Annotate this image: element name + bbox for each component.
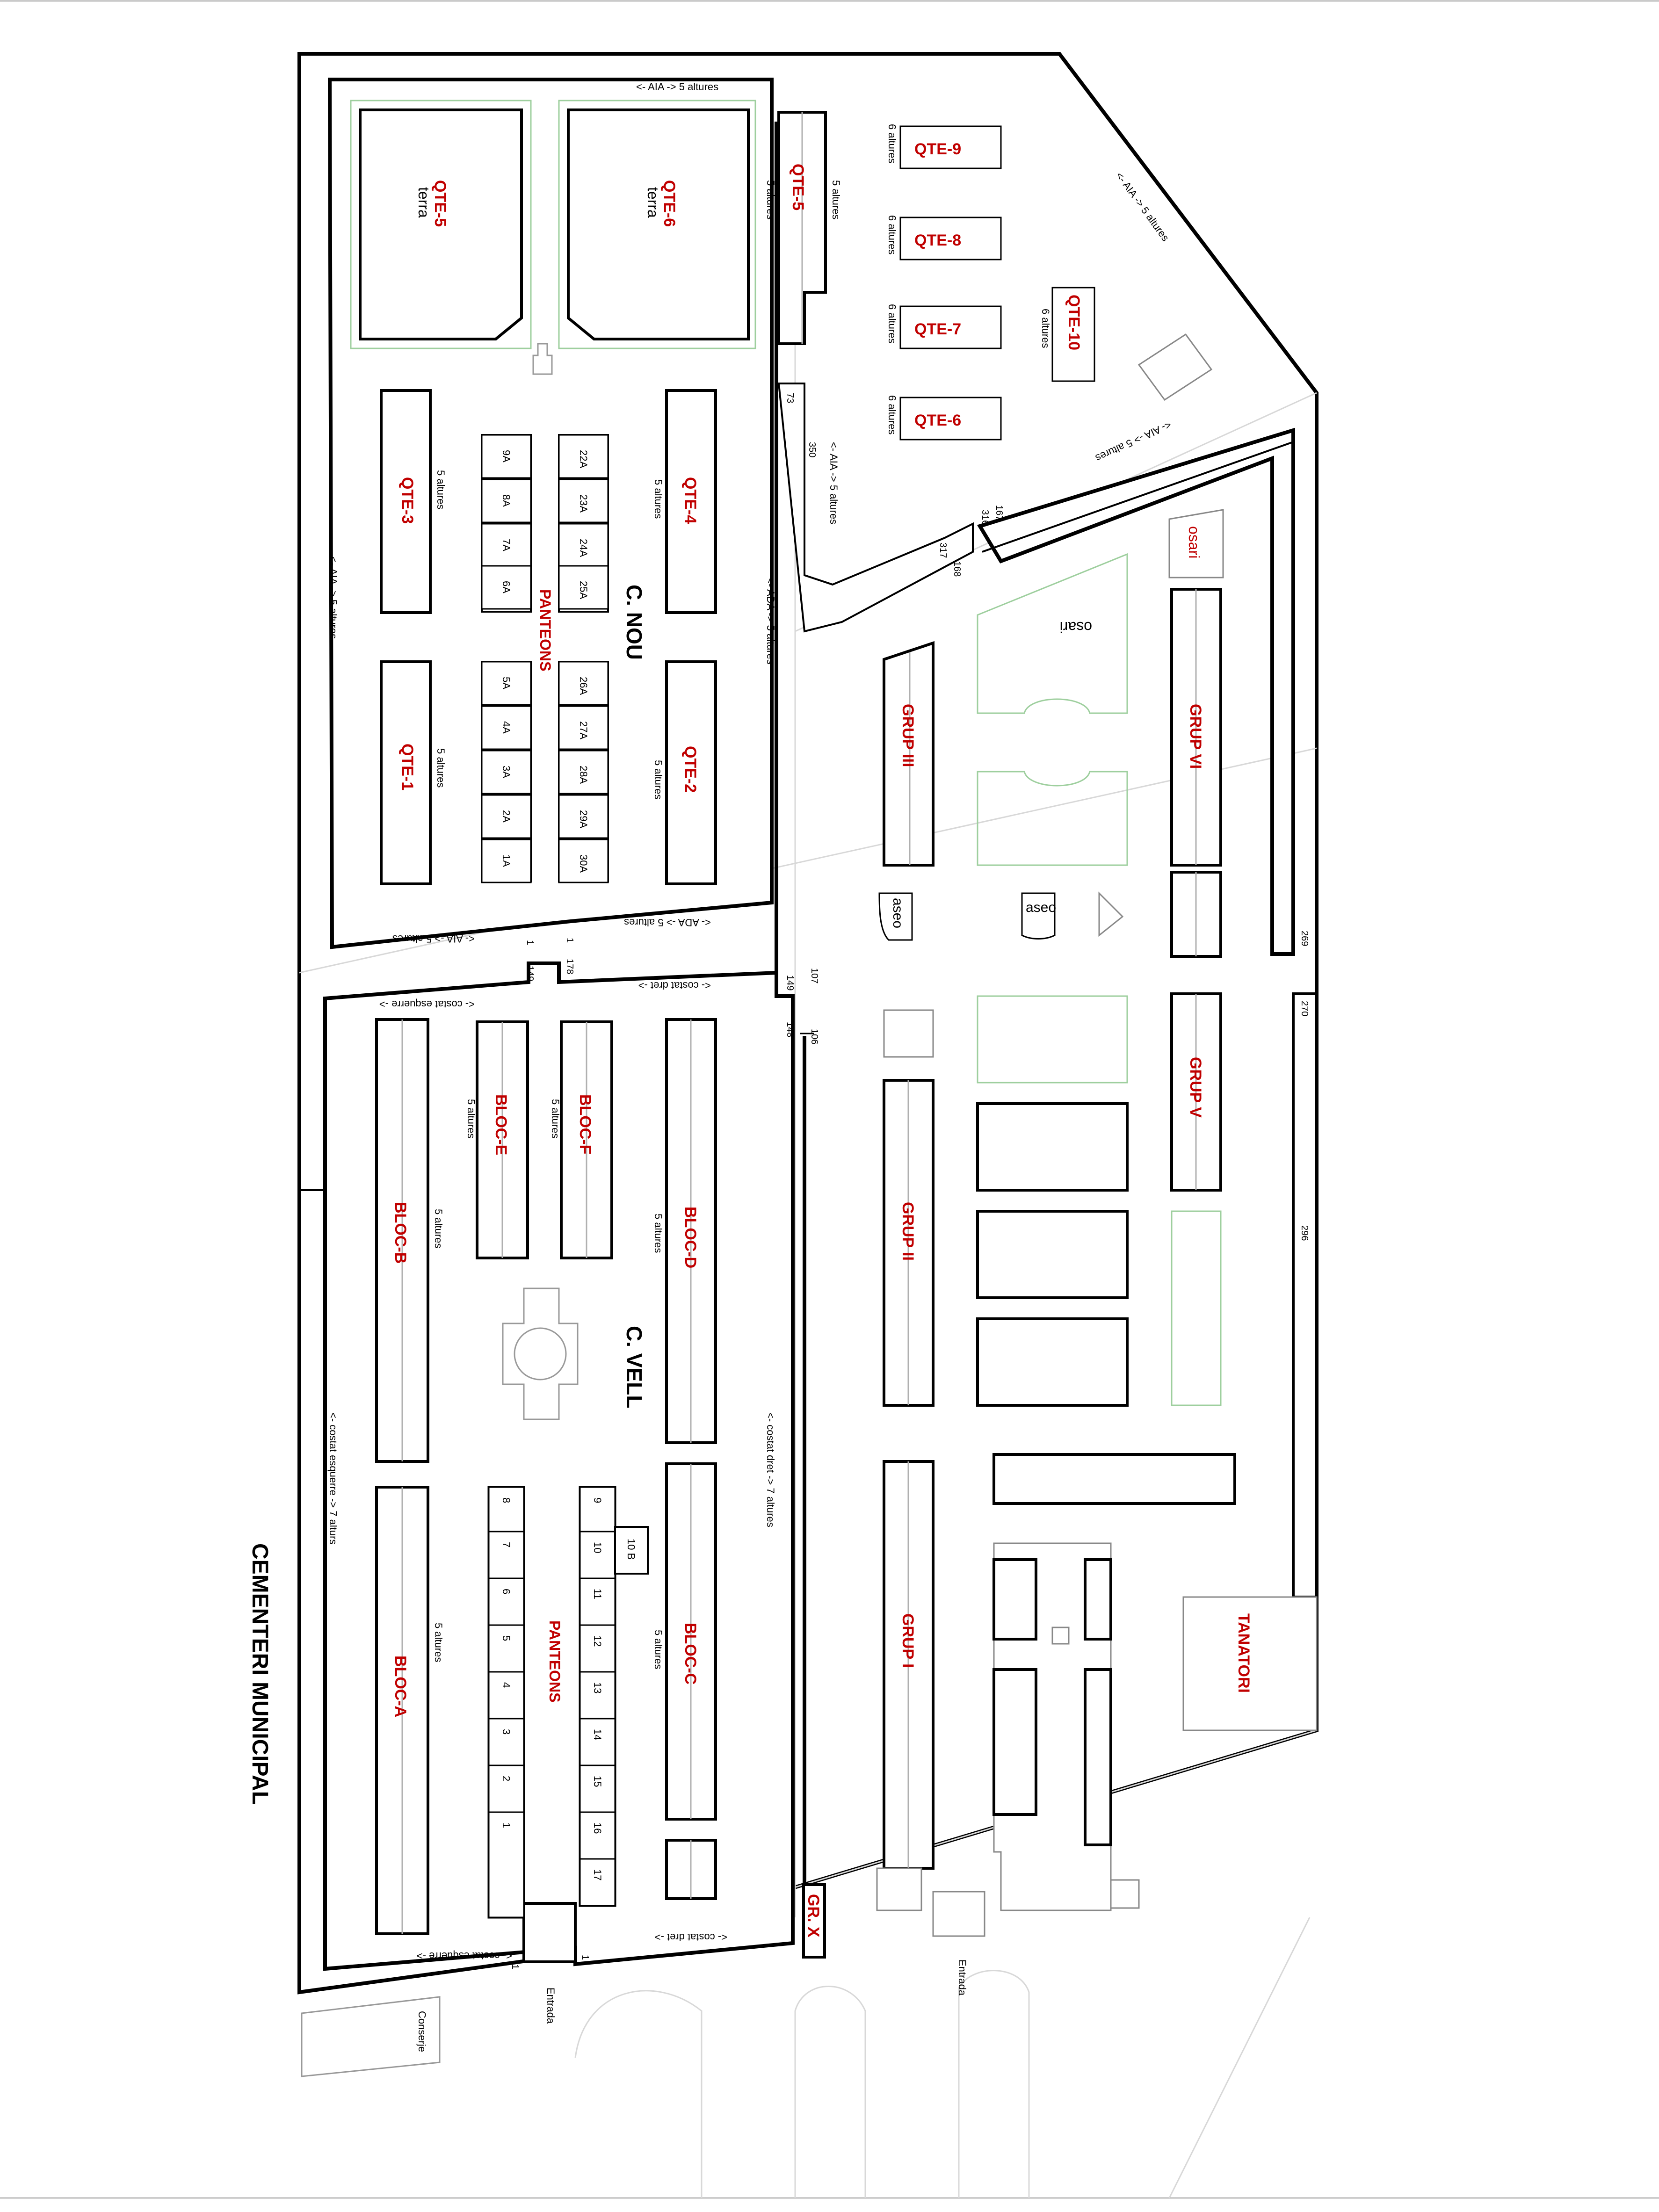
qte1-label: QTE-1 (398, 744, 416, 791)
num-106: 106 (809, 1029, 819, 1045)
qte7-label: QTE-7 (914, 320, 962, 338)
pantheon-cell-label: 4A (500, 721, 512, 734)
entrada-east-label: Entrada (956, 1959, 968, 1996)
aseo-label-left: aseo (890, 898, 906, 929)
qte4-label: QTE-4 (681, 477, 699, 524)
cnou-ada-label: <- ADA -> 5 altures (765, 578, 776, 665)
qte7-height: 6 altures (886, 304, 898, 344)
pantheon-cell (489, 1487, 524, 1532)
pantheon-cell-label: 2A (500, 810, 512, 823)
diag-aia-label-1: <- AIA -> 5 altures (1113, 170, 1172, 244)
qte5-label: QTE-5 (789, 164, 807, 211)
pantheon-cell (580, 1578, 615, 1625)
qte10-label: QTE-10 (1065, 295, 1083, 351)
qte6-label: QTE-6 (914, 412, 962, 429)
num-1-e: 1 (580, 1955, 590, 1960)
qte6-terra-label: QTE-6 (660, 180, 678, 227)
pantheon-cell-label: 26A (578, 677, 589, 695)
num-269: 269 (1299, 931, 1310, 947)
qte6-terra-block (568, 110, 748, 339)
aseo-label-right: aseo (1026, 900, 1057, 915)
pantheon-cell-label: 28A (578, 766, 589, 784)
qte6-height: 6 altures (886, 395, 898, 435)
num-148: 148 (785, 1022, 795, 1038)
entrada-main-label: Entrada (545, 1988, 557, 2024)
panteons-nou-label: PANTEONS (537, 589, 554, 672)
pantheon-cell-label: 3 (500, 1729, 512, 1735)
diag-aia-label-2: <- AIA -> 5 altures (1094, 419, 1174, 464)
qte3-aia-label: <- AIA -> 5 altures (327, 557, 339, 639)
left-esq-label: <- costat esquerre -> 7 alturs (327, 1412, 339, 1545)
blocC-height: 5 altures (652, 1630, 664, 1670)
cnou-label: C. NOU (622, 585, 646, 660)
pantheon-cell-label: 1A (500, 854, 512, 867)
num-317: 317 (938, 542, 948, 558)
pantheon-cell-label: 14 (592, 1729, 603, 1741)
right-dret-label: <- costat dret -> 7 altures (765, 1412, 776, 1527)
pantheon-cell-label: 25A (578, 581, 589, 600)
conserje-label: Conserje (416, 2011, 428, 2053)
qte8-height: 6 altures (886, 215, 898, 255)
pantheon-10b-label: 10 B (625, 1539, 637, 1560)
pantheon-cell (580, 1719, 615, 1765)
qte4-height: 5 altures (652, 479, 664, 519)
horizontal-block (994, 1454, 1235, 1504)
strip-aia-label: <- AIA -> 5 altures (828, 442, 840, 525)
num-73: 73 (785, 393, 795, 404)
num-1-d: 1 (510, 1964, 520, 1970)
top-dret-label: <- costat dret -> (638, 980, 711, 991)
pantheon-cell-label: 5A (500, 677, 512, 689)
pantheon-cell-label: 7A (500, 539, 512, 551)
grup2-label: GRUP II (899, 1202, 917, 1261)
qte6-terra-text: terra (645, 187, 661, 218)
pantheon-cell-label: 17 (592, 1869, 603, 1881)
cvell-label: C. VELL (622, 1326, 646, 1409)
osari-label-2: osari (1059, 619, 1092, 636)
qte3-label: QTE-3 (398, 477, 416, 524)
pantheon-cell-label: 5 (500, 1635, 512, 1641)
ne-strip-wall (980, 430, 1293, 954)
pantheon-cell-label: 29A (578, 810, 589, 829)
qte1-height: 5 altures (435, 748, 447, 788)
grx-label: GR. X (804, 1894, 822, 1937)
pantheon-cell-label: 15 (592, 1776, 603, 1787)
bottom-esq-label: <- costat esquerre -> (416, 1950, 512, 1962)
pantheon-cell-label: 9A (500, 450, 512, 463)
pantheon-cell-label: 1 (500, 1822, 512, 1829)
panteons-vell-label: PANTEONS (546, 1620, 563, 1703)
panteons-vell-left (489, 1487, 524, 1917)
map-title: CEMENTERI MUNICIPAL (247, 1543, 272, 1805)
blocA-label: BLOC-A (391, 1655, 409, 1718)
niche-block-3 (978, 1319, 1127, 1405)
qte10-height: 6 altures (1040, 309, 1051, 348)
qte5-terra-label: QTE-5 (431, 180, 449, 227)
num-167: 167 (994, 505, 1004, 521)
panteons-vell-right (580, 1487, 615, 1906)
num-168: 168 (952, 561, 962, 577)
pantheon-cell-label: 6A (500, 581, 512, 593)
grup3-label: GRUP III (899, 704, 917, 767)
pantheon-cell (489, 1765, 524, 1812)
pantheon-cell-label: 13 (592, 1682, 603, 1694)
grup6-label: GRUP VI (1187, 704, 1204, 769)
pantheon-cell-label: 6 (500, 1589, 512, 1595)
bottom-dret-label: <- costat dret -> (654, 1931, 727, 1943)
pantheon-cell (580, 1672, 615, 1719)
blocC-label: BLOC-C (681, 1623, 699, 1685)
pantheon-cell-label: 10 (592, 1542, 603, 1554)
pantheon-cell (489, 1672, 524, 1719)
grass-area-top (978, 554, 1127, 713)
num-316: 316 (980, 510, 990, 526)
qte5-height-left: 5 altures (765, 180, 776, 220)
blocB-height: 5 altures (433, 1209, 444, 1249)
qte3-height: 5 altures (435, 470, 447, 510)
qte8-label: QTE-8 (914, 231, 962, 249)
blocF-label: BLOC-F (576, 1094, 594, 1155)
pantheon-cell-label: 16 (592, 1822, 603, 1834)
pantheon-cell (580, 1532, 615, 1578)
qte9-height: 6 altures (886, 124, 898, 164)
pantheon-cell (489, 1532, 524, 1578)
pantheon-cell-label: 23A (578, 494, 589, 513)
blocE-label: BLOC-E (492, 1094, 510, 1156)
pantheon-cell (580, 1625, 615, 1672)
blocE-height: 5 altures (465, 1099, 477, 1139)
blocA-height: 5 altures (433, 1623, 444, 1663)
blocB-label: BLOC-B (391, 1202, 409, 1264)
num-350: 350 (807, 442, 817, 458)
pantheon-cell-label: 22A (578, 450, 589, 469)
pantheon-cell (489, 1625, 524, 1672)
bottom-aia-label: <- AIA -> 5 altures (392, 933, 475, 945)
qte5-terra-text: terra (415, 187, 432, 218)
qte2-label: QTE-2 (681, 746, 699, 793)
pantheon-cell-label: 27A (578, 721, 589, 740)
num-149-b: 149 (785, 975, 795, 991)
top-aia-label: <- AIA -> 5 altures (636, 81, 719, 93)
pantheon-cell-label: 8A (500, 494, 512, 507)
pantheon-cell (580, 1812, 615, 1859)
east-strip (1293, 994, 1317, 1597)
num-178: 178 (565, 959, 575, 975)
grup1-label: GRUP I (899, 1613, 917, 1668)
pantheon-cell (489, 1578, 524, 1625)
pantheon-cell-label: 2 (500, 1776, 512, 1782)
pantheon-cell-label: 12 (592, 1635, 603, 1647)
grup5-label: GRUP V (1187, 1057, 1204, 1118)
pantheon-cell (580, 1487, 615, 1532)
num-1-a: 1 (525, 940, 535, 946)
blocF-height: 5 altures (550, 1099, 561, 1139)
pantheon-cell-label: 9 (592, 1497, 603, 1504)
pantheon-cell (580, 1859, 615, 1906)
pantheon-cell-label: 11 (592, 1589, 603, 1599)
top-esq-label: <- costat esquerre -> (379, 998, 475, 1010)
pantheon-cell-label: 30A (578, 854, 589, 873)
osari-label: osari (1186, 526, 1203, 559)
pantheon-cell-label: 24A (578, 539, 589, 557)
num-296: 296 (1299, 1225, 1310, 1241)
blocD-label: BLOC-D (681, 1207, 699, 1269)
qte5-height-right: 5 altures (830, 180, 842, 220)
num-270: 270 (1299, 1001, 1310, 1017)
num-149-a: 149 (525, 966, 535, 982)
pantheon-cell-label: 4 (500, 1682, 512, 1688)
qte2-height: 5 altures (652, 760, 664, 800)
niche-block-1 (978, 1104, 1127, 1190)
pantheon-cell-label: 8 (500, 1497, 512, 1504)
qte9-label: QTE-9 (914, 140, 962, 158)
num-107: 107 (809, 968, 819, 984)
pantheon-cell-label: 3A (500, 766, 512, 778)
bottom-ada-label: <- ADA -> 5 altures (624, 917, 711, 928)
pantheon-cell (580, 1765, 615, 1812)
tanatori-label: TANATORI (1235, 1613, 1253, 1693)
blocD-height: 5 altures (652, 1214, 664, 1253)
niche-block-2 (978, 1211, 1127, 1298)
pantheon-cell (489, 1719, 524, 1765)
num-1-b: 1 (565, 938, 575, 943)
pantheon-cell-label: 7 (500, 1542, 512, 1548)
